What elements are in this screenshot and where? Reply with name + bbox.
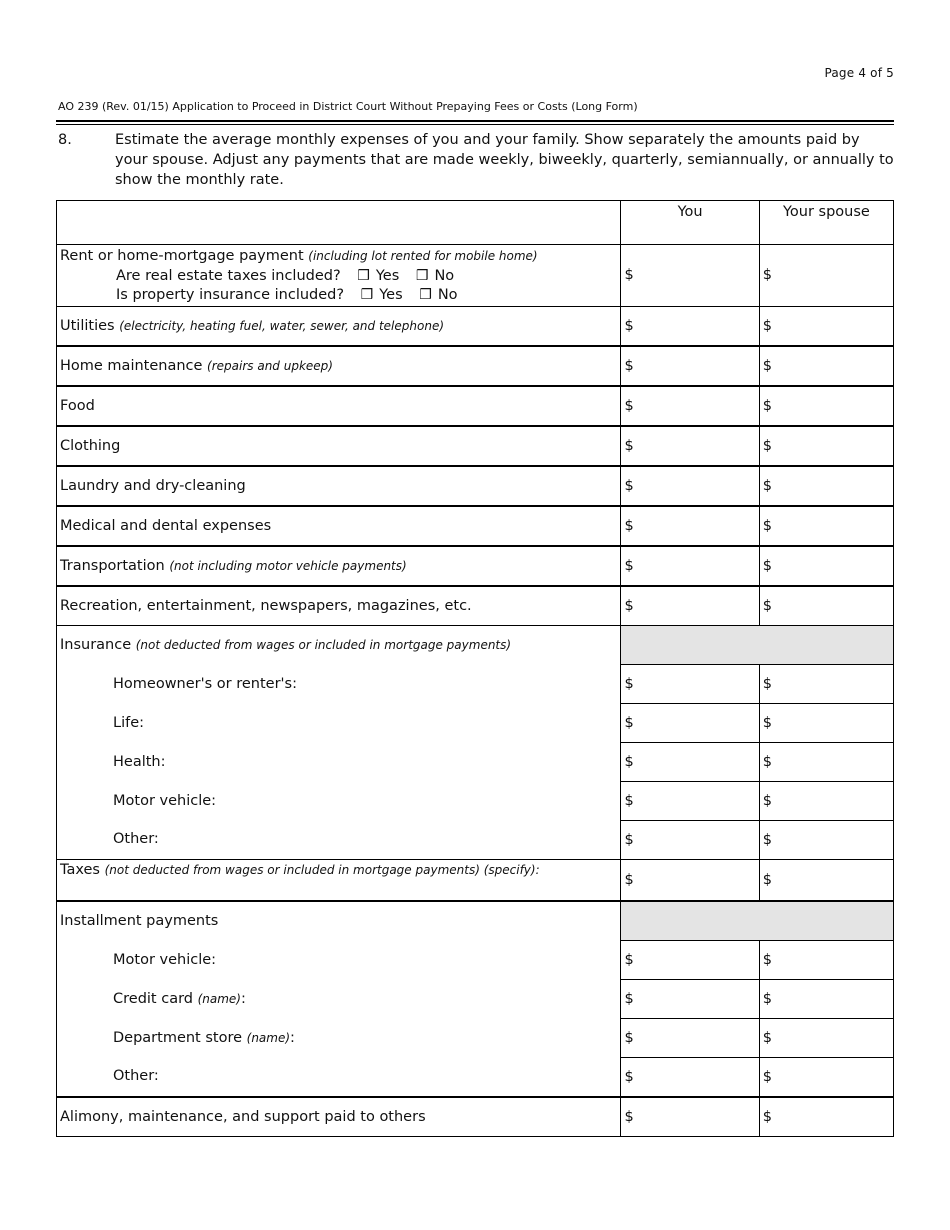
department-store-label: Department store: [113, 1029, 243, 1046]
installment-motor-vehicle-you-input[interactable]: $: [621, 940, 759, 979]
clothing-you-input[interactable]: $: [621, 426, 759, 466]
transportation-label-cell: [57, 546, 621, 586]
food-you-input[interactable]: $: [621, 386, 759, 426]
insurance-label: Insurance: [60, 636, 132, 653]
row-recreation: [57, 586, 894, 626]
installment-motor-vehicle-spouse-input[interactable]: $: [759, 940, 893, 979]
property-insurance-yes-label: Yes: [379, 287, 403, 303]
recreation-spouse-input[interactable]: $: [759, 586, 893, 626]
insurance-motor-vehicle-you-input[interactable]: $: [621, 781, 759, 820]
alimony-label: Alimony, maintenance, and support paid to others: [57, 1097, 621, 1137]
page-number: Page 4 of 5: [824, 66, 894, 80]
row-insurance-homeowner: [57, 664, 894, 703]
row-insurance-heading: [57, 625, 894, 664]
insurance-homeowner-label: Homeowner's or renter's:: [57, 664, 621, 703]
installment-other-you-input[interactable]: $: [621, 1057, 759, 1097]
header-you: You: [621, 201, 759, 245]
installment-motor-vehicle-label: Motor vehicle:: [57, 940, 621, 979]
insurance-other-label: Other:: [57, 820, 621, 859]
row-alimony: [57, 1097, 894, 1137]
installment-label: Installment payments: [57, 901, 621, 941]
transportation-note: (not including motor vehicle payments): [169, 558, 407, 573]
recreation-you-input[interactable]: $: [621, 586, 759, 626]
row-insurance-motor-vehicle: [57, 781, 894, 820]
monthly-expenses-table: [56, 200, 894, 1137]
insurance-note: (not deducted from wages or included in mortgage payments): [135, 637, 512, 652]
rent-label: Rent or home-mortgage payment: [60, 248, 304, 264]
insurance-motor-vehicle-spouse-input[interactable]: $: [759, 781, 893, 820]
medical-spouse-input[interactable]: $: [759, 506, 893, 546]
header-rule-thick: [56, 120, 894, 122]
insurance-life-spouse-input[interactable]: $: [759, 703, 893, 742]
insurance-health-you-input[interactable]: $: [621, 742, 759, 781]
insurance-motor-vehicle-label: Motor vehicle:: [57, 781, 621, 820]
header-spouse: Your spouse: [759, 201, 893, 245]
real-estate-taxes-yes-label: Yes: [375, 267, 400, 284]
utilities-label: Utilities: [60, 317, 115, 334]
row-installment-other: [57, 1057, 894, 1097]
property-insurance-label: Is property insurance included?: [116, 287, 345, 303]
credit-card-name-note: (name): [197, 991, 241, 1006]
maintenance-you-input[interactable]: $: [621, 346, 759, 386]
food-spouse-input[interactable]: $: [759, 386, 893, 426]
maintenance-note: (repairs and upkeep): [207, 358, 333, 373]
installment-department-store-you-input[interactable]: $: [621, 1018, 759, 1057]
laundry-you-input[interactable]: $: [621, 466, 759, 506]
maintenance-label: Home maintenance: [60, 357, 203, 374]
transportation-spouse-input[interactable]: $: [759, 546, 893, 586]
property-insurance-yes-checkbox[interactable]: ❒: [360, 287, 374, 303]
installment-shaded-cell: [621, 901, 894, 941]
maintenance-label-cell: [57, 346, 621, 386]
insurance-shaded-cell: [621, 625, 894, 664]
insurance-label-cell: [57, 625, 621, 664]
row-utilities: [57, 306, 894, 346]
installment-credit-card-you-input[interactable]: $: [621, 979, 759, 1018]
row-installment-motor-vehicle: [57, 940, 894, 979]
insurance-health-spouse-input[interactable]: $: [759, 742, 893, 781]
row-food: [57, 386, 894, 426]
food-label: Food: [57, 386, 621, 426]
transportation-label: Transportation: [60, 557, 165, 574]
row-laundry: [57, 466, 894, 506]
header-label-blank: [57, 201, 621, 245]
installment-department-store-spouse-input[interactable]: $: [759, 1018, 893, 1057]
row-installment-credit-card: [57, 979, 894, 1018]
credit-card-colon: :: [241, 990, 246, 1007]
property-insurance-no-checkbox[interactable]: ❒: [419, 287, 432, 303]
row-transportation: [57, 546, 894, 586]
clothing-label: Clothing: [57, 426, 621, 466]
real-estate-taxes-question: [60, 267, 617, 287]
alimony-spouse-input[interactable]: $: [759, 1097, 893, 1137]
taxes-label-cell: [57, 859, 621, 901]
instructions-text: Estimate the average monthly expenses of you and your family. Show separately the amounts paid by your spouse. Adjust any payments that are made weekly, biweekly, quarterly, semiannually, or annually to show the monthly rate.: [115, 132, 894, 188]
row-rent: [57, 245, 894, 307]
insurance-other-you-input[interactable]: $: [621, 820, 759, 859]
real-estate-taxes-yes-checkbox[interactable]: ❒: [357, 267, 370, 284]
rent-note: (including lot rented for mobile home): [308, 249, 538, 263]
taxes-label: Taxes: [60, 861, 100, 878]
installment-other-label: Other:: [57, 1057, 621, 1097]
installment-credit-card-label-cell: [57, 979, 621, 1018]
maintenance-spouse-input[interactable]: $: [759, 346, 893, 386]
row-installment-heading: [57, 901, 894, 941]
medical-you-input[interactable]: $: [621, 506, 759, 546]
taxes-you-input[interactable]: $: [621, 859, 759, 901]
insurance-life-you-input[interactable]: $: [621, 703, 759, 742]
credit-card-label: Credit card: [113, 990, 193, 1007]
property-insurance-no-label: No: [437, 287, 458, 303]
header-rule-thin: [56, 124, 894, 125]
insurance-health-label: Health:: [57, 742, 621, 781]
laundry-spouse-input[interactable]: $: [759, 466, 893, 506]
table-header-row: [57, 201, 894, 245]
clothing-spouse-input[interactable]: $: [759, 426, 893, 466]
insurance-homeowner-you-input[interactable]: $: [621, 664, 759, 703]
insurance-homeowner-spouse-input[interactable]: $: [759, 664, 893, 703]
row-taxes: [57, 859, 894, 901]
rent-label-cell: [57, 245, 621, 307]
utilities-label-cell: [57, 306, 621, 346]
row-medical: [57, 506, 894, 546]
installment-department-store-label-cell: [57, 1018, 621, 1057]
rent-label-line: [60, 247, 617, 267]
department-store-name-note: (name): [246, 1030, 291, 1045]
installment-other-spouse-input[interactable]: $: [759, 1057, 893, 1097]
rent-spouse-input[interactable]: $: [759, 245, 893, 307]
taxes-note: (not deducted from wages or included in mortgage payments) (specify):: [104, 862, 540, 877]
alimony-you-input[interactable]: $: [621, 1097, 759, 1137]
real-estate-taxes-label: Are real estate taxes included?: [116, 267, 341, 284]
installment-credit-card-spouse-input[interactable]: $: [759, 979, 893, 1018]
taxes-spouse-input[interactable]: $: [759, 859, 893, 901]
transportation-you-input[interactable]: $: [621, 546, 759, 586]
row-clothing: [57, 426, 894, 466]
property-insurance-question: [60, 286, 617, 306]
section-number: 8.: [58, 132, 72, 148]
utilities-note: (electricity, heating fuel, water, sewer, and telephone): [119, 318, 445, 333]
row-insurance-other: [57, 820, 894, 859]
form-header: AO 239 (Rev. 01/15) Application to Proceed in District Court Without Prepaying Fees or Costs (Long Form): [58, 100, 638, 113]
utilities-spouse-input[interactable]: $: [759, 306, 893, 346]
row-home-maintenance: [57, 346, 894, 386]
section-instructions: [58, 130, 894, 190]
rent-you-input[interactable]: $: [621, 245, 759, 307]
row-insurance-life: [57, 703, 894, 742]
utilities-you-input[interactable]: $: [621, 306, 759, 346]
row-installment-department-store: [57, 1018, 894, 1057]
medical-label: Medical and dental expenses: [57, 506, 621, 546]
laundry-label: Laundry and dry-cleaning: [57, 466, 621, 506]
real-estate-taxes-no-checkbox[interactable]: ❒: [415, 267, 429, 284]
row-insurance-health: [57, 742, 894, 781]
insurance-other-spouse-input[interactable]: $: [759, 820, 893, 859]
insurance-life-label: Life:: [57, 703, 621, 742]
real-estate-taxes-no-label: No: [434, 267, 455, 284]
recreation-label: Recreation, entertainment, newspapers, magazines, etc.: [57, 586, 621, 626]
department-store-colon: :: [290, 1029, 295, 1046]
